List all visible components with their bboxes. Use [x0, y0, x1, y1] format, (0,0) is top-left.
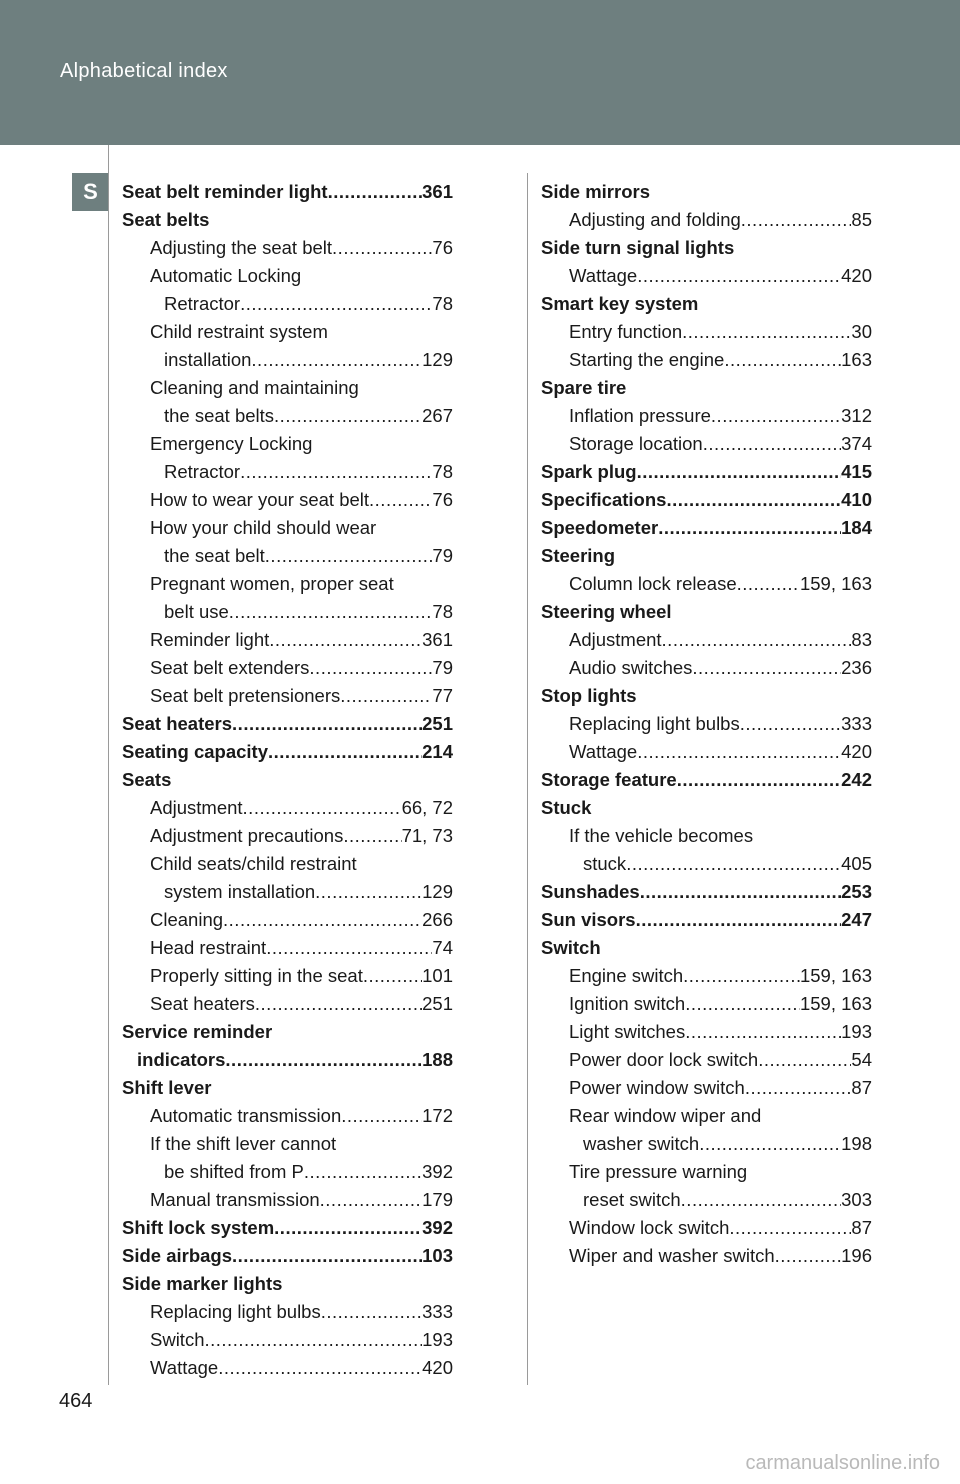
- index-entry-page: 267: [422, 405, 453, 426]
- index-entry-page: 420: [841, 265, 872, 286]
- index-entry: [122, 1354, 453, 1382]
- index-entry-leader: [218, 1354, 422, 1382]
- index-entry-page: 159, 163: [799, 573, 872, 594]
- index-entry-text: Starting the engine: [569, 349, 725, 370]
- index-entry-text: indicators: [137, 1049, 226, 1070]
- index-entry: [122, 1130, 453, 1158]
- index-entry: [122, 1158, 453, 1186]
- index-entry-leader: [269, 626, 422, 654]
- index-entry-leader: [737, 570, 800, 598]
- index-entry: [122, 430, 453, 458]
- index-entry-text: Wattage: [150, 1357, 219, 1378]
- index-entry: [122, 822, 453, 850]
- index-entry-leader: [741, 206, 852, 234]
- index-entry-page: 420: [422, 1357, 453, 1378]
- index-entry-leader: [658, 514, 841, 542]
- index-entry-page: 76: [432, 237, 453, 258]
- index-entry-text: installation: [164, 349, 252, 370]
- header-title: Alphabetical index: [60, 60, 228, 82]
- index-entry-leader: [232, 710, 422, 738]
- index-entry-page: 172: [422, 1105, 453, 1126]
- index-entry-page: 87: [851, 1217, 872, 1238]
- index-entry-text: How your child should wear: [150, 517, 377, 538]
- index-entry-leader: [232, 1242, 422, 1270]
- index-entry-text: Wattage: [569, 741, 638, 762]
- index-entry-page: 159, 163: [799, 965, 872, 986]
- index-entry-page: 103: [422, 1245, 453, 1266]
- index-entry-text: Side airbags: [122, 1245, 233, 1266]
- index-entry-page: 253: [841, 881, 872, 902]
- index-entry-text: Emergency Locking: [150, 433, 313, 454]
- index-entry-text: Spark plug: [541, 461, 637, 482]
- index-entry: [541, 542, 872, 570]
- index-entry-text: Seat heaters: [150, 993, 255, 1014]
- index-entry-page: 129: [422, 349, 453, 370]
- index-entry-page: 247: [841, 909, 872, 930]
- index-entry-page: 193: [841, 1021, 872, 1042]
- index-entry: [122, 794, 453, 822]
- index-entry-page: 30: [851, 321, 872, 342]
- index-entry: [122, 1074, 453, 1102]
- index-entry: [122, 318, 453, 346]
- index-entry: [122, 626, 453, 654]
- index-entry-text: Replacing light bulbs: [569, 713, 740, 734]
- index-entry-leader: [682, 318, 851, 346]
- index-entry: [541, 1130, 872, 1158]
- index-entry-text: Seat belts: [122, 209, 210, 230]
- index-entry-leader: [685, 1018, 841, 1046]
- index-entry-text: Cleaning: [150, 909, 224, 930]
- index-entry-page: 251: [422, 993, 453, 1014]
- index-entry-text: Seat belt reminder light: [122, 181, 328, 202]
- index-entry: [541, 934, 872, 962]
- index-entry-page: 83: [851, 629, 872, 650]
- index-entry: [122, 1018, 453, 1046]
- index-entry-page: 78: [432, 461, 453, 482]
- index-entry: [541, 346, 872, 374]
- index-entry-text: washer switch: [583, 1133, 700, 1154]
- index-entry-leader: [685, 990, 800, 1018]
- index-entry: [541, 1242, 872, 1270]
- index-entry-text: Shift lever: [122, 1077, 212, 1098]
- index-entry-page: 214: [422, 741, 453, 762]
- index-entry: [122, 262, 453, 290]
- index-entry-text: Side marker lights: [122, 1273, 283, 1294]
- index-entry: [122, 178, 453, 206]
- index-entry: [541, 682, 872, 710]
- index-entry-page: 196: [841, 1245, 872, 1266]
- index-entry: [122, 1102, 453, 1130]
- column-divider-left: [108, 145, 109, 1385]
- index-entry: [122, 906, 453, 934]
- index-entry-text: Cleaning and maintaining: [150, 377, 359, 398]
- index-entry-leader: [229, 598, 433, 626]
- index-entry-leader: [666, 486, 841, 514]
- index-entry: [541, 1158, 872, 1186]
- index-entry-page: 361: [422, 181, 453, 202]
- index-entry: [541, 570, 872, 598]
- index-entry-text: Head restraint: [150, 937, 267, 958]
- index-entry-leader: [740, 710, 841, 738]
- index-entry-leader: [265, 542, 433, 570]
- index-entry-text: Side turn signal lights: [541, 237, 735, 258]
- index-entry-page: 333: [841, 713, 872, 734]
- index-entry-text: Seat belt pretensioners: [150, 685, 341, 706]
- index-entry: [122, 234, 453, 262]
- index-entry-text: the seat belts: [164, 405, 275, 426]
- index-entry-text: Entry function: [569, 321, 683, 342]
- index-entry-leader: [677, 766, 841, 794]
- index-entry: [541, 738, 872, 766]
- index-entry-leader: [320, 1186, 422, 1214]
- index-entry-text: Switch: [150, 1329, 205, 1350]
- index-entry: [541, 402, 872, 430]
- index-column-left: [122, 178, 453, 1382]
- index-entry: [541, 962, 872, 990]
- index-entry: [541, 878, 872, 906]
- index-entry-leader: [681, 1186, 841, 1214]
- watermark: carmanualsonline.info: [745, 1452, 940, 1474]
- index-entry: [122, 682, 453, 710]
- index-entry-leader: [724, 346, 841, 374]
- index-entry-text: Wiper and washer switch: [569, 1245, 775, 1266]
- index-entry-text: Stop lights: [541, 685, 637, 706]
- index-entry-text: Seat belt extenders: [150, 657, 310, 678]
- index-entry: [122, 1270, 453, 1298]
- index-entry: [541, 458, 872, 486]
- index-entry-page: 188: [422, 1049, 453, 1070]
- index-entry-text: Child restraint system: [150, 321, 328, 342]
- index-entry-leader: [341, 1102, 422, 1130]
- section-tab: S: [72, 173, 109, 211]
- index-entry: [122, 402, 453, 430]
- index-entry: [541, 374, 872, 402]
- index-entry-text: Adjustment precautions: [150, 825, 344, 846]
- index-entry-page: 242: [841, 769, 872, 790]
- index-entry-text: Storage location: [569, 433, 703, 454]
- index-entry-text: Speedometer: [541, 517, 659, 538]
- index-entry-leader: [683, 962, 800, 990]
- index-entry-text: Shift lock system: [122, 1217, 275, 1238]
- index-entry-text: Child seats/child restraint: [150, 853, 357, 874]
- index-entry-page: 87: [851, 1077, 872, 1098]
- index-entry-leader: [251, 346, 422, 374]
- index-entry: [122, 1186, 453, 1214]
- index-entry-leader: [626, 850, 841, 878]
- index-entry-page: 54: [851, 1049, 872, 1070]
- index-entry-leader: [321, 1298, 422, 1326]
- index-entry-leader: [328, 178, 423, 206]
- index-entry-text: Adjustment: [569, 629, 662, 650]
- index-entry-text: Switch: [541, 937, 601, 958]
- index-entry: [122, 1046, 453, 1074]
- index-entry-leader: [369, 486, 432, 514]
- index-entry-text: Reminder light: [150, 629, 270, 650]
- index-entry: [122, 346, 453, 374]
- index-entry-text: Retractor: [164, 293, 241, 314]
- index-entry: [122, 598, 453, 626]
- index-entry-leader: [240, 458, 432, 486]
- index-entry: [541, 850, 872, 878]
- index-entry-page: 163: [841, 349, 872, 370]
- index-entry-text: stuck: [583, 853, 627, 874]
- index-entry: [541, 486, 872, 514]
- index-entry: [122, 1242, 453, 1270]
- index-entry: [122, 962, 453, 990]
- index-entry-text: Replacing light bulbs: [150, 1301, 321, 1322]
- index-entry-text: Power door lock switch: [569, 1049, 759, 1070]
- index-entry-text: Stuck: [541, 797, 592, 818]
- index-entry-text: Rear window wiper and: [569, 1105, 762, 1126]
- index-entry-leader: [304, 1158, 422, 1186]
- index-entry-leader: [636, 906, 842, 934]
- index-entry-text: Column lock release: [569, 573, 737, 594]
- index-entry-text: Pregnant women, proper seat: [150, 573, 394, 594]
- index-entry-text: Automatic transmission: [150, 1105, 342, 1126]
- index-entry-text: Adjusting and folding: [569, 209, 741, 230]
- page-header: [0, 0, 960, 145]
- index-entry-page: 198: [841, 1133, 872, 1154]
- index-entry: [541, 766, 872, 794]
- index-entry-page: 193: [422, 1329, 453, 1350]
- index-entry: [541, 906, 872, 934]
- index-entry: [122, 1326, 453, 1354]
- index-entry-text: Audio switches: [569, 657, 693, 678]
- index-entry-text: If the shift lever cannot: [150, 1133, 337, 1154]
- index-entry-text: Adjustment: [150, 797, 243, 818]
- index-entry-page: 101: [422, 965, 453, 986]
- index-entry-text: Engine switch: [569, 965, 684, 986]
- index-entry-page: 71, 73: [401, 825, 453, 846]
- index-entry-leader: [266, 934, 432, 962]
- index-entry: [541, 206, 872, 234]
- index-entry-leader: [274, 402, 422, 430]
- index-entry-leader: [315, 878, 422, 906]
- index-entry-page: 74: [432, 937, 453, 958]
- index-entry-text: Power window switch: [569, 1077, 745, 1098]
- index-entry: [541, 514, 872, 542]
- index-entry-page: 77: [432, 685, 453, 706]
- index-entry-text: Properly sitting in the seat: [150, 965, 363, 986]
- index-entry: [122, 570, 453, 598]
- index-entry-leader: [640, 878, 841, 906]
- index-entry-text: Manual transmission: [150, 1189, 320, 1210]
- index-entry-text: Seats: [122, 769, 172, 790]
- index-entry-text: Ignition switch: [569, 993, 686, 1014]
- index-entry-leader: [309, 654, 432, 682]
- index-entry-page: 236: [841, 657, 872, 678]
- index-entry: [122, 1298, 453, 1326]
- index-entry: [122, 290, 453, 318]
- index-entry-text: the seat belt: [164, 545, 265, 566]
- index-entry-text: Inflation pressure: [569, 405, 711, 426]
- index-entry-leader: [205, 1326, 423, 1354]
- index-entry-page: 85: [851, 209, 872, 230]
- index-entry-leader: [662, 626, 852, 654]
- index-entry-text: If the vehicle becomes: [569, 825, 754, 846]
- index-entry-page: 333: [422, 1301, 453, 1322]
- index-entry-text: Service reminder: [122, 1021, 273, 1042]
- index-entry-leader: [223, 906, 422, 934]
- index-entry: [122, 850, 453, 878]
- index-entry-text: Storage feature: [541, 769, 677, 790]
- index-entry: [541, 1102, 872, 1130]
- index-entry: [541, 234, 872, 262]
- index-entry: [541, 626, 872, 654]
- index-entry-leader: [363, 962, 422, 990]
- index-entry: [122, 486, 453, 514]
- index-entry-text: system installation: [164, 881, 316, 902]
- index-entry: [541, 710, 872, 738]
- index-entry: [541, 318, 872, 346]
- index-entry-page: 410: [841, 489, 872, 510]
- index-entry: [122, 766, 453, 794]
- index-entry-page: 405: [841, 853, 872, 874]
- index-entry: [541, 1186, 872, 1214]
- page-number: 464: [59, 1390, 93, 1412]
- index-entry-page: 78: [432, 601, 453, 622]
- index-entry: [541, 1018, 872, 1046]
- index-entry-text: Wattage: [569, 265, 638, 286]
- index-entry: [541, 1214, 872, 1242]
- index-entry-leader: [240, 290, 432, 318]
- index-entry-page: 129: [422, 881, 453, 902]
- index-entry-page: 312: [841, 405, 872, 426]
- index-entry-leader: [274, 1214, 422, 1242]
- index-entry-text: Specifications: [541, 489, 667, 510]
- index-entry-leader: [340, 682, 432, 710]
- index-entry-leader: [745, 1074, 852, 1102]
- index-entry-text: Retractor: [164, 461, 241, 482]
- index-entry-page: 374: [841, 433, 872, 454]
- index-entry: [541, 262, 872, 290]
- index-entry: [122, 990, 453, 1018]
- index-entry-text: Sun visors: [541, 909, 636, 930]
- index-entry-page: 79: [432, 657, 453, 678]
- index-entry-text: Tire pressure warning: [569, 1161, 748, 1182]
- index-entry-page: 66, 72: [401, 797, 453, 818]
- index-entry-page: 79: [432, 545, 453, 566]
- index-entry-page: 392: [422, 1161, 453, 1182]
- index-entry: [122, 458, 453, 486]
- index-entry-leader: [692, 654, 841, 682]
- index-entry: [541, 1046, 872, 1074]
- index-entry-page: 303: [841, 1189, 872, 1210]
- index-entry: [541, 1074, 872, 1102]
- index-entry-text: Smart key system: [541, 293, 699, 314]
- index-entry-page: 415: [841, 461, 872, 482]
- index-entry-leader: [255, 990, 422, 1018]
- index-entry-leader: [637, 738, 841, 766]
- index-entry: [541, 654, 872, 682]
- index-entry-text: Steering: [541, 545, 616, 566]
- index-entry-leader: [637, 458, 842, 486]
- index-entry-leader: [775, 1242, 841, 1270]
- index-entry-text: Sunshades: [541, 881, 640, 902]
- index-entry-page: 361: [422, 629, 453, 650]
- index-entry-text: Window lock switch: [569, 1217, 730, 1238]
- index-entry-leader: [711, 402, 841, 430]
- index-entry-page: 76: [432, 489, 453, 510]
- index-entry: [541, 290, 872, 318]
- index-entry-text: be shifted from P: [164, 1161, 304, 1182]
- index-entry: [541, 430, 872, 458]
- index-entry-leader: [699, 1130, 841, 1158]
- index-entry: [541, 822, 872, 850]
- index-entry-leader: [243, 794, 402, 822]
- index-entry-text: Steering wheel: [541, 601, 672, 622]
- index-entry-page: 159, 163: [799, 993, 872, 1014]
- index-column-right: [541, 178, 872, 1270]
- index-entry-text: Automatic Locking: [150, 265, 302, 286]
- index-entry: [541, 178, 872, 206]
- index-entry-page: 392: [422, 1217, 453, 1238]
- index-entry: [122, 878, 453, 906]
- index-entry: [541, 598, 872, 626]
- index-entry: [122, 738, 453, 766]
- index-entry: [122, 374, 453, 402]
- index-entry: [122, 514, 453, 542]
- index-entry-leader: [268, 738, 422, 766]
- index-entry: [122, 654, 453, 682]
- index-entry-text: Seat heaters: [122, 713, 233, 734]
- index-entry-text: How to wear your seat belt: [150, 489, 370, 510]
- index-entry: [122, 710, 453, 738]
- index-entry-text: Seating capacity: [122, 741, 269, 762]
- index-entry-page: 179: [422, 1189, 453, 1210]
- index-entry: [122, 1214, 453, 1242]
- index-entry: [541, 990, 872, 1018]
- index-entry-leader: [758, 1046, 851, 1074]
- index-entry-page: 251: [422, 713, 453, 734]
- index-entry-leader: [343, 822, 401, 850]
- column-divider-middle: [527, 173, 528, 1385]
- index-entry-leader: [225, 1046, 422, 1074]
- index-entry-page: 266: [422, 909, 453, 930]
- index-entry-text: Side mirrors: [541, 181, 650, 202]
- index-entry-text: Adjusting the seat belt: [150, 237, 333, 258]
- index-entry-text: Spare tire: [541, 377, 627, 398]
- index-entry-text: reset switch: [583, 1189, 681, 1210]
- index-entry: [541, 794, 872, 822]
- index-entry-leader: [703, 430, 841, 458]
- index-entry-leader: [729, 1214, 851, 1242]
- index-entry: [122, 934, 453, 962]
- index-entry-leader: [332, 234, 432, 262]
- index-entry-page: 184: [841, 517, 872, 538]
- index-entry: [122, 206, 453, 234]
- index-entry-text: Light switches: [569, 1021, 686, 1042]
- index-entry-leader: [637, 262, 841, 290]
- index-entry-page: 420: [841, 741, 872, 762]
- index-entry-page: 78: [432, 293, 453, 314]
- index-entry: [122, 542, 453, 570]
- index-entry-text: belt use: [164, 601, 229, 622]
